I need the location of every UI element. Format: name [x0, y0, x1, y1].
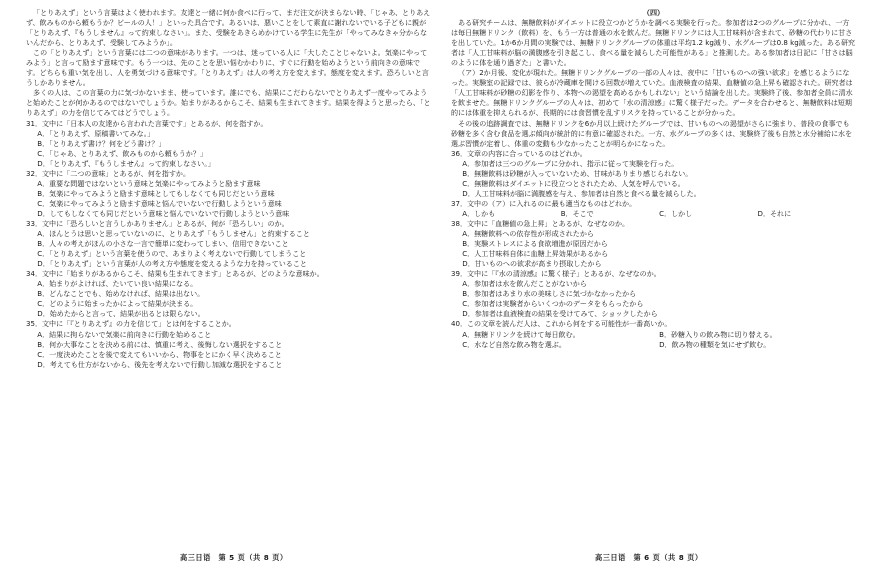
option-c: C．参加者は実験者からいくつかのデータをもらったから [462, 299, 644, 309]
option-a: A．無糖ドリンクを続けて毎日飲む。 [462, 329, 580, 339]
option-d: D．甘いものへの欲求が高まり摂取したから [462, 259, 602, 269]
question-stem: 32．文中に「二つの意味」とあるが、何を指すか。 [26, 168, 190, 178]
option-d: D．人工甘味料が脳に満腹感を与え、参加者は自然と食べる量を減らした。 [462, 188, 701, 198]
option-a: A．重要な問題ではないという意味と気楽にやってみようと励ます意味 [37, 178, 261, 188]
option-c: C．一度決めたことを後で変えてもいいから、物事をとにかく早く決めること [37, 349, 282, 359]
passage-paragraph-2: この「とりあえず」という言葉には二つの意味があります。一つは、迷っている人に「大したことじゃないよ。気楽にやってみよう」と言って励ます意味です。もう一つは、先のことを思い悩むかわりに、すぐに行動を始めようという前向きの意味です。どちらも重い気を出し、人を勇気づける意味です。「とりあえず」は人の考え方を変えます。態度を変えます。恐ろしいと言うしかありません。 [26, 48, 429, 88]
question-34 [26, 269, 433, 319]
option-b: B．人々の考えがほんの小さな一言で簡単に変わってしまい、信用できないこと [37, 239, 289, 249]
question-31 [26, 119, 433, 169]
question-36 [451, 149, 856, 199]
question-stem: 38．文中に「血糖値の急上昇」とあるが、なぜなのか。 [451, 218, 630, 228]
option-row-2 [451, 340, 856, 350]
option-d: D．それに [757, 208, 792, 218]
option-c: C．無糖飲料はダイエットに役立つとされたため、人気を呼んでいる。 [462, 178, 685, 188]
option-c: C．「とりあえず」という言葉を使うので、あまりよく考えないで行動してしまうこと [37, 249, 307, 259]
option-d: D．参加者は血液検査の結果を受けてみて、ショックしたから [462, 309, 658, 319]
option-a: A．しかも [462, 208, 496, 218]
option-d: D．考えても仕方がないから、後先を考えないで行動し加減な選択をすること [37, 359, 283, 369]
passage-paragraph-1: ある研究チームは、無糖飲料がダイエットに役立つかどうかを調べる実験を行った。参加者は2つのグループに分かれ、一方は毎日無糖ドリンク（飲料）を、もう一方は普通の水を飲んだ。無糖ドリンクには人工甘味料が含まれて、砂糖の代わりに甘さを出していた。1か6か月間の実験では、無糖ドリンクグループの体重は平均1.2 kg減り、水グループは0.8 kg減った。ある研究者は「人工甘味料が脳の満腹感を引き起こし、食べる量を減らした可能性がある」と推測した。ある参加者は日記に「甘さは脳のように体を通り過ぎた」と書いた。 [451, 18, 856, 68]
option-a: A．始まりがよければ、たいてい良い結果になる。 [37, 279, 198, 289]
option-d: D．始めたからと言って、結果が出るとは限らない。 [37, 309, 205, 319]
option-b: B．何か大事なことを決める前には、慎重に考え、後悔しない選択をすること [37, 339, 283, 349]
question-stem: 36．文章の内容に合っているのはどれか。 [451, 148, 587, 158]
page-footer-right: 高三日语 第 6 页（共 8 页） [595, 553, 703, 562]
option-c: C．人工甘味料自体に血糖上昇効果があるから [462, 249, 609, 259]
question-32 [26, 169, 433, 219]
question-stem: 40．この文章を読んだ人は、これから何をする可能性が一番高いか。 [451, 319, 672, 329]
option-b: B．気楽にやってみようと励ます意味としてもしなくても同じだという意味 [37, 188, 275, 198]
option-c: C．しかし [659, 208, 693, 218]
option-b: B．実験ストレスによる食欲増進が原因だから [462, 239, 608, 249]
page-footer-left: 高三日语 第 5 页（共 8 页） [180, 553, 288, 562]
option-b: B．「とりあえず書け？何をどう書け？」 [37, 138, 166, 148]
option-a: A．参加者は三つのグループに分かれ、指示に従って実験を行った。 [462, 158, 679, 168]
question-38 [451, 219, 856, 269]
section-title: （四） [642, 8, 665, 17]
question-39 [451, 269, 856, 319]
option-c: C．気楽にやってみようと励ます意味と悩んでいないで行動しようという意味 [37, 198, 282, 208]
option-a: A．結果に拘らないで気楽に前向きに行動を始めること [37, 329, 212, 339]
question-33 [26, 219, 433, 269]
left-page [26, 8, 433, 370]
option-a: A．ほんとうは思いと思っていないのに、とりあえず「もうしません」と約束すること [37, 229, 310, 239]
option-b: B．無糖飲料は砂糖が入っていないため、甘味がありまり感じられない。 [462, 168, 693, 178]
passage-paragraph-3: その後の追跡調査では、無糖ドリンクを6か月以上続けたグループでは、甘いものへの渇望がさらに強まり、普段の食事でも砂糖を多く含む食品を選ぶ傾向が統計的に有意に確認された。一方、水グループの多くは、実験終了後も自然と水分補給に水を選ぶ習慣が定着し、体重の変動も少なかったことが明らかになった。 [451, 118, 853, 148]
question-stem: 37．文中の（ア）に入れるのに最も適当なものはどれか。 [451, 198, 637, 208]
passage-paragraph-2: （ア）2か月後、変化が現れた。無糖ドリンクグループの一部の人々は、夜中に「甘いものへの強い欲求」を感じるようになった。実験室の記録では、彼らが冷蔵庫を開ける回数が増えていた。血液検査の結果、血糖値の急上昇も確認された。研究者は「人工甘味料が砂糖の幻影を作り、本物への渇望を高めるかもしれない」という結論を出した。実験終了後、参加者全員に清水を飲ませた。無糖ドリンクグループの人々は、初めて「水の清涼感」に驚く様子だった。データを合わせると、無糖飲料は短期的には体重を抑えられるが、長期的には食習慣を乱すリスクを持っていることが分かった。 [451, 68, 853, 118]
option-b: B．そこで [560, 208, 594, 218]
option-row [451, 209, 856, 219]
question-stem: 34．文中に「始まりがあるからこそ、結果も生まれてきます」とあるが、どのような意味か。 [26, 269, 324, 279]
option-a: A．参加者は水を飲んだことがないから [462, 279, 587, 289]
question-40 [451, 319, 856, 349]
option-b: B．砂糖入りの飲み物に切り替える。 [659, 329, 777, 339]
question-stem: 35．文中に「『とりあえず』の力を信じて」とは何をすることか。 [26, 319, 236, 329]
option-c: C．「じゃあ、とりあえず、飲みものから頼もうか？」 [37, 148, 207, 158]
right-page [451, 8, 856, 350]
question-stem: 31．文中に「日本人の友達から言われた言葉です」とあるが、何を指すか。 [26, 118, 268, 128]
question-35 [26, 319, 433, 369]
option-d: D．「とりあえず、『もうしません』って約束しなさい。」 [37, 158, 215, 168]
question-stem: 33．文中に「恐ろしいと言うしかありません」とあるが、何が「恐ろしい」のか。 [26, 218, 289, 228]
option-d: D．飲み物の種類を気にせず飲む。 [659, 339, 771, 349]
option-b: B．参加者はあまり水の美味しさに気づかなかったから [462, 289, 637, 299]
question-stem: 39．文中に「『水の清涼感』に驚く様子」とあるが、なぜなのか。 [451, 269, 661, 279]
option-d: D．「とりあえず」という言葉が人の考え方や態度を変えるような力を持っていること [37, 259, 307, 269]
passage-paragraph-3: 多くの人は、この言葉の力に気づかないまま、使っています。誰にでも、結果にこだわらないでとりあえず一度やってみようと始めたことが何かあるのではないでしょうか。始まりがあるからこそ、結果も生まれてきます。結果を得ようと思ったら、「とりあえず」の力を信じてみてはどうでしょう。 [26, 88, 431, 118]
option-c: C．水など自然な飲み物を選ぶ。 [462, 339, 566, 349]
passage-paragraph-1: 「とりあえず」という言葉はよく使われます。友達と一緒に何か食べに行って、まだ注文が決まらない時、「じゃあ、とりあえず、飲みものから頼もうか？ビールの人！」といった具合です。あるいは、悪いことをして素直に謝れないでいる子どもに親が「とりあえず、『もうしません』って約束しなさい」。また、受験をあきらめかけている学生に先生が「やってみなきゃ分からないんだから、とりあえず、受験してみようか」。 [26, 8, 431, 48]
option-c: C．どのように始まったかによって結果が決まる。 [37, 299, 198, 309]
question-37 [451, 199, 856, 219]
option-row-1 [451, 330, 856, 340]
option-a: A．「とりあえず、原稿書いてみな。」 [37, 128, 155, 138]
option-d: D．してもしなくても同じだという意味と悩んでいないで行動しようという意味 [37, 208, 290, 218]
option-b: B．どんなことでも、始めなければ、結果は出ない。 [37, 289, 205, 299]
option-a: A．無糖飲料への依存性が形成されたから [462, 229, 594, 239]
